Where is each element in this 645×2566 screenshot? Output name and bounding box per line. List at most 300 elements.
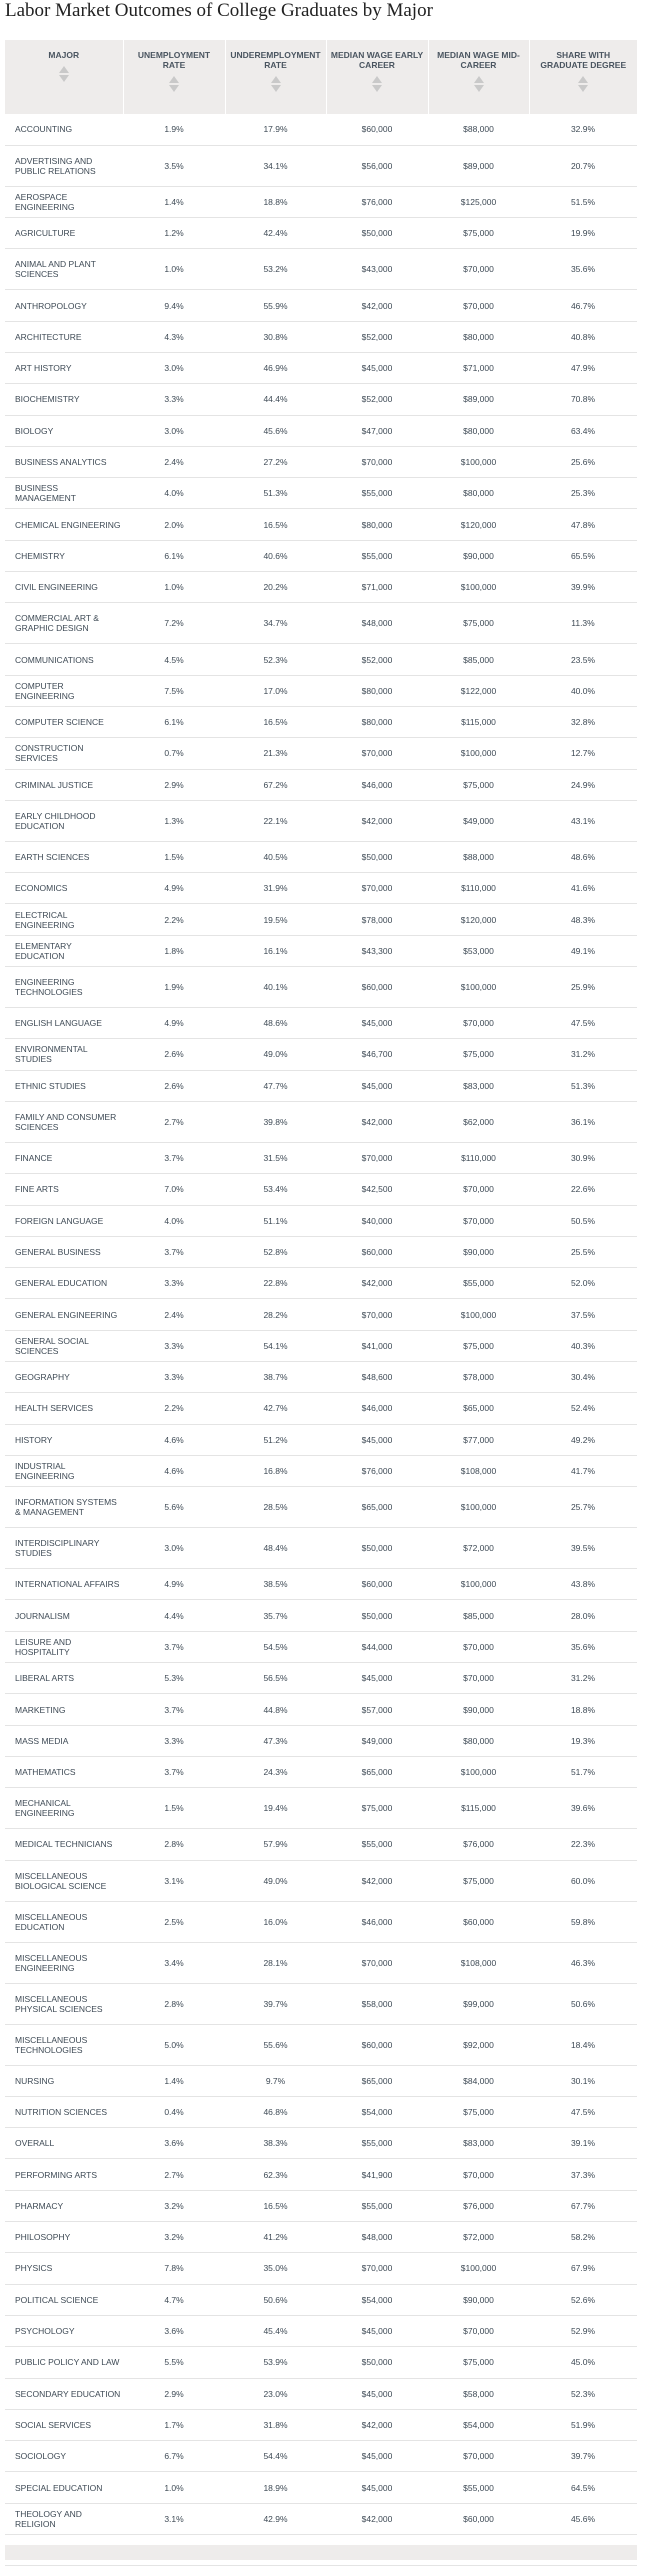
early-wage-cell: $55,000 xyxy=(361,488,393,499)
early-wage-cell: $80,000 xyxy=(361,685,393,696)
mid-wage-cell: $78,000 xyxy=(463,1372,494,1383)
major-cell: LEISURE AND HOSPITALITY xyxy=(15,1636,72,1657)
unemployment-cell: 4.9% xyxy=(164,1018,184,1029)
early-wage-cell: $71,000 xyxy=(361,582,393,593)
grad-share-cell: 19.3% xyxy=(570,1735,596,1746)
major-cell: MECHANICAL ENGINEERING xyxy=(15,1798,75,1819)
unemployment-cell: 4.9% xyxy=(164,1579,184,1590)
early-wage-cell: $52,000 xyxy=(361,394,393,405)
unemployment-cell: 1.3% xyxy=(164,815,184,826)
table-row xyxy=(5,738,637,769)
underemployment-cell: 19.5% xyxy=(263,914,288,925)
early-wage-cell: $50,000 xyxy=(361,1610,393,1621)
early-wage-cell: $60,000 xyxy=(361,124,393,135)
underemployment-cell: 22.8% xyxy=(263,1278,288,1289)
grad-share-cell: 64.5% xyxy=(570,2482,596,2493)
grad-share-cell: 12.7% xyxy=(570,748,596,759)
table-row xyxy=(5,1788,637,1829)
table-row xyxy=(5,1569,637,1600)
mid-wage-cell: $60,000 xyxy=(463,2513,494,2524)
mid-wage-cell: $100,000 xyxy=(460,2263,497,2274)
mid-wage-cell: $80,000 xyxy=(463,488,494,499)
mid-wage-cell: $85,000 xyxy=(463,1610,494,1621)
early-wage-cell: $42,000 xyxy=(361,2419,393,2430)
sort-arrows-icon[interactable] xyxy=(329,76,426,92)
early-wage-cell: $46,700 xyxy=(361,1049,393,1060)
column-header-label: MAJOR xyxy=(48,50,80,60)
major-cell: POLITICAL SCIENCE xyxy=(15,2294,99,2305)
table-row xyxy=(5,2024,637,2065)
unemployment-cell: 1.9% xyxy=(164,124,184,135)
major-cell: FAMILY AND CONSUMER SCIENCES xyxy=(15,1111,117,1132)
early-wage-cell: $44,000 xyxy=(361,1641,393,1652)
unemployment-cell: 3.6% xyxy=(164,2326,184,2337)
early-wage-cell: $70,000 xyxy=(361,883,393,894)
early-wage-cell: $58,000 xyxy=(361,1998,393,2009)
grad-share-cell: 50.5% xyxy=(570,1215,596,1226)
unemployment-cell: 1.0% xyxy=(164,264,184,275)
mid-wage-cell: $70,000 xyxy=(463,2169,494,2180)
table-row xyxy=(5,1236,637,1267)
major-cell: INDUSTRIAL ENGINEERING xyxy=(15,1461,75,1482)
table-row xyxy=(5,2253,637,2284)
major-cell: LIBERAL ARTS xyxy=(15,1673,75,1684)
mid-wage-cell: $80,000 xyxy=(463,1735,494,1746)
early-wage-cell: $70,000 xyxy=(361,1309,393,1320)
column-header-mid-wage[interactable] xyxy=(428,40,529,114)
table-row xyxy=(5,1174,637,1205)
underemployment-cell: 34.1% xyxy=(263,160,288,171)
grad-share-cell: 39.9% xyxy=(570,582,596,593)
underemployment-cell: 28.1% xyxy=(263,1957,288,1968)
underemployment-cell: 55.9% xyxy=(263,300,288,311)
column-header-unemployment[interactable] xyxy=(123,40,225,114)
major-cell: PERFORMING ARTS xyxy=(15,2169,98,2180)
table-row xyxy=(5,290,637,321)
underemployment-cell: 40.6% xyxy=(263,550,288,561)
table-row xyxy=(5,1142,637,1173)
unemployment-cell: 3.6% xyxy=(164,2138,184,2149)
major-cell: MISCELLANEOUS BIOLOGICAL SCIENCE xyxy=(15,1870,107,1891)
mid-wage-cell: $70,000 xyxy=(463,264,494,275)
table-row xyxy=(5,2159,637,2190)
table-row xyxy=(5,1070,637,1101)
underemployment-cell: 52.3% xyxy=(263,654,288,665)
early-wage-cell: $45,000 xyxy=(361,363,393,374)
mid-wage-cell: $122,000 xyxy=(460,685,497,696)
unemployment-cell: 1.0% xyxy=(164,2482,184,2493)
early-wage-cell: $46,000 xyxy=(361,1403,393,1414)
mid-wage-cell: $120,000 xyxy=(460,519,497,530)
early-wage-cell: $45,000 xyxy=(361,2451,393,2462)
grad-share-cell: 43.1% xyxy=(570,815,596,826)
grad-share-cell: 22.3% xyxy=(570,1839,596,1850)
underemployment-cell: 50.6% xyxy=(263,2294,288,2305)
major-cell: SECONDARY EDUCATION xyxy=(15,2388,121,2399)
grad-share-cell: 49.2% xyxy=(570,1434,596,1445)
unemployment-cell: 1.9% xyxy=(164,982,184,993)
underemployment-cell: 48.4% xyxy=(263,1543,288,1554)
underemployment-cell: 20.2% xyxy=(263,582,288,593)
table-row xyxy=(5,603,637,644)
table-header-row xyxy=(5,40,637,114)
grad-share-cell: 25.5% xyxy=(570,1246,596,1257)
unemployment-cell: 2.2% xyxy=(164,1403,184,1414)
mid-wage-cell: $100,000 xyxy=(460,1579,497,1590)
unemployment-cell: 3.3% xyxy=(164,1278,184,1289)
mid-wage-cell: $83,000 xyxy=(463,2138,494,2149)
unemployment-cell: 4.0% xyxy=(164,1215,184,1226)
major-cell: NURSING xyxy=(15,2075,55,2086)
underemployment-cell: 31.5% xyxy=(263,1153,288,1164)
grad-share-cell: 49.1% xyxy=(570,945,596,956)
unemployment-cell: 2.4% xyxy=(164,1309,184,1320)
early-wage-cell: $42,500 xyxy=(361,1184,393,1195)
table-row xyxy=(5,2128,637,2159)
major-cell: COMMUNICATIONS xyxy=(15,654,94,665)
early-wage-cell: $54,000 xyxy=(361,2107,393,2117)
outcomes-table xyxy=(5,40,637,2566)
major-cell: GENERAL SOCIAL SCIENCES xyxy=(15,1335,89,1356)
unemployment-cell: 2.7% xyxy=(164,2169,184,2180)
early-wage-cell: $76,000 xyxy=(361,196,393,207)
unemployment-cell: 1.5% xyxy=(164,1803,184,1814)
major-cell: INFORMATION SYSTEMS & MANAGEMENT xyxy=(15,1497,117,1518)
unemployment-cell: 3.7% xyxy=(164,1767,184,1778)
column-header-label: MEDIAN WAGE EARLY CAREER xyxy=(330,50,424,70)
mid-wage-cell: $76,000 xyxy=(463,2200,494,2211)
underemployment-cell: 40.5% xyxy=(263,851,288,862)
early-wage-cell: $56,000 xyxy=(361,160,393,171)
underemployment-cell: 18.9% xyxy=(263,2482,288,2493)
table-row xyxy=(5,1756,637,1787)
major-cell: SOCIOLOGY xyxy=(15,2451,67,2462)
grad-share-cell: 32.9% xyxy=(570,124,596,135)
major-cell: BUSINESS MANAGEMENT xyxy=(15,483,76,504)
unemployment-cell: 4.9% xyxy=(164,883,184,894)
table-row xyxy=(5,706,637,737)
major-cell: PHILOSOPHY xyxy=(15,2232,71,2243)
grad-share-cell: 30.4% xyxy=(570,1372,596,1383)
unemployment-cell: 6.1% xyxy=(164,550,184,561)
early-wage-cell: $40,000 xyxy=(361,1215,393,1226)
underemployment-cell: 16.5% xyxy=(263,519,288,530)
unemployment-cell: 7.8% xyxy=(164,2263,184,2274)
grad-share-cell: 30.9% xyxy=(570,1153,596,1164)
major-cell: ENGINEERING TECHNOLOGIES xyxy=(15,977,83,998)
underemployment-cell: 16.5% xyxy=(263,2200,288,2211)
grad-share-cell: 30.1% xyxy=(570,2075,596,2086)
mid-wage-cell: $80,000 xyxy=(463,331,494,342)
underemployment-cell: 44.4% xyxy=(263,394,288,405)
table-row xyxy=(5,572,637,603)
unemployment-cell: 9.4% xyxy=(164,300,184,311)
unemployment-cell: 2.0% xyxy=(164,519,184,530)
major-cell: BIOCHEMISTRY xyxy=(15,394,80,405)
mid-wage-cell: $70,000 xyxy=(463,2326,494,2337)
unemployment-cell: 1.2% xyxy=(164,228,184,239)
early-wage-cell: $45,000 xyxy=(361,1673,393,1684)
unemployment-cell: 2.8% xyxy=(164,1839,184,1850)
major-cell: HISTORY xyxy=(15,1434,53,1445)
underemployment-cell: 67.2% xyxy=(263,779,288,790)
mid-wage-cell: $71,000 xyxy=(463,363,494,374)
grad-share-cell: 65.5% xyxy=(570,550,596,561)
early-wage-cell: $42,000 xyxy=(361,1116,393,1127)
grad-share-cell: 35.6% xyxy=(570,264,596,275)
early-wage-cell: $42,000 xyxy=(361,1875,393,1886)
underemployment-cell: 53.4% xyxy=(263,1184,288,1195)
early-wage-cell: $70,000 xyxy=(361,457,393,468)
early-wage-cell: $50,000 xyxy=(361,851,393,862)
major-cell: GEOGRAPHY xyxy=(15,1372,70,1383)
table-row xyxy=(5,1299,637,1330)
table-row xyxy=(5,1663,637,1694)
unemployment-cell: 0.7% xyxy=(164,748,184,759)
mid-wage-cell: $88,000 xyxy=(463,124,494,135)
underemployment-cell: 55.6% xyxy=(263,2039,288,2050)
major-cell: MISCELLANEOUS EDUCATION xyxy=(15,1911,88,1932)
early-wage-cell: $60,000 xyxy=(361,1246,393,1257)
grad-share-cell: 35.6% xyxy=(570,1641,596,1652)
major-cell: PSYCHOLOGY xyxy=(15,2326,75,2337)
mid-wage-cell: $62,000 xyxy=(463,1116,494,1127)
underemployment-cell: 34.7% xyxy=(263,618,288,629)
table-row xyxy=(5,873,637,904)
early-wage-cell: $45,000 xyxy=(361,1080,393,1091)
major-cell: ACCOUNTING xyxy=(15,124,73,135)
early-wage-cell: $78,000 xyxy=(361,914,393,925)
early-wage-cell: $76,000 xyxy=(361,1466,393,1477)
column-header-label: UNEMPLOYMENT RATE xyxy=(137,50,211,70)
underemployment-cell: 54.4% xyxy=(263,2451,288,2462)
major-cell: ELEMENTARY EDUCATION xyxy=(15,940,72,961)
underemployment-cell: 45.4% xyxy=(263,2326,288,2337)
table-row xyxy=(5,540,637,571)
major-cell: FOREIGN LANGUAGE xyxy=(15,1215,104,1226)
unemployment-cell: 3.7% xyxy=(164,1641,184,1652)
column-header-grad-share[interactable] xyxy=(529,40,637,114)
table-row xyxy=(5,218,637,249)
table-row xyxy=(5,1101,637,1142)
mid-wage-cell: $100,000 xyxy=(460,457,497,468)
sort-arrows-icon[interactable] xyxy=(7,66,121,82)
unemployment-cell: 4.6% xyxy=(164,1434,184,1445)
major-cell: EARLY CHILDHOOD EDUCATION xyxy=(15,810,96,831)
grad-share-cell: 11.3% xyxy=(571,618,595,629)
sort-arrows-icon[interactable] xyxy=(532,76,636,92)
table-row xyxy=(5,1725,637,1756)
mid-wage-cell: $77,000 xyxy=(463,1434,494,1445)
underemployment-cell: 47.7% xyxy=(263,1080,288,1091)
grad-share-cell: 51.3% xyxy=(570,1080,596,1091)
underemployment-cell: 48.6% xyxy=(263,1018,288,1029)
table-row xyxy=(5,1330,637,1361)
column-header-underemployment[interactable] xyxy=(225,40,326,114)
mid-wage-cell: $65,000 xyxy=(463,1403,494,1414)
major-cell: MARKETING xyxy=(15,1704,66,1715)
column-header-early-wage[interactable] xyxy=(326,40,428,114)
underemployment-cell: 39.7% xyxy=(263,1998,288,2009)
underemployment-cell: 40.1% xyxy=(263,982,288,993)
table-row xyxy=(5,2065,637,2096)
early-wage-cell: $43,300 xyxy=(361,945,393,956)
grad-share-cell: 47.5% xyxy=(570,2107,596,2117)
early-wage-cell: $46,000 xyxy=(361,1916,393,1927)
major-cell: GENERAL EDUCATION xyxy=(15,1278,108,1289)
column-header-major[interactable] xyxy=(5,40,123,114)
underemployment-cell: 27.2% xyxy=(263,457,288,468)
grad-share-cell: 52.9% xyxy=(570,2326,596,2337)
unemployment-cell: 1.5% xyxy=(164,851,184,862)
table-row xyxy=(5,769,637,800)
mid-wage-cell: $108,000 xyxy=(460,1957,497,1968)
underemployment-cell: 38.3% xyxy=(263,2138,288,2149)
early-wage-cell: $80,000 xyxy=(361,717,393,728)
unemployment-cell: 2.2% xyxy=(164,914,184,925)
grad-share-cell: 52.6% xyxy=(570,2294,596,2305)
mid-wage-cell: $70,000 xyxy=(463,2451,494,2462)
grad-share-cell: 46.3% xyxy=(570,1957,596,1968)
early-wage-cell: $48,600 xyxy=(361,1372,393,1383)
early-wage-cell: $52,000 xyxy=(361,654,393,665)
early-wage-cell: $45,000 xyxy=(361,1018,393,1029)
major-cell: AEROSPACE ENGINEERING xyxy=(15,191,75,212)
unemployment-cell: 3.7% xyxy=(164,1153,184,1164)
underemployment-cell: 42.4% xyxy=(263,228,288,239)
underemployment-cell: 46.9% xyxy=(263,363,288,374)
early-wage-cell: $65,000 xyxy=(361,1767,393,1778)
sort-arrows-icon[interactable] xyxy=(228,76,324,92)
mid-wage-cell: $100,000 xyxy=(460,1502,497,1513)
major-cell: ARCHITECTURE xyxy=(15,331,82,342)
underemployment-cell: 16.1% xyxy=(263,945,288,956)
underemployment-cell: 16.0% xyxy=(263,1916,288,1927)
sort-arrows-icon[interactable] xyxy=(431,76,527,92)
mid-wage-cell: $89,000 xyxy=(463,160,494,171)
unemployment-cell: 6.1% xyxy=(164,717,184,728)
early-wage-cell: $42,000 xyxy=(361,1278,393,1289)
early-wage-cell: $46,000 xyxy=(361,779,393,790)
grad-share-cell: 18.8% xyxy=(570,1704,596,1715)
table-row xyxy=(5,446,637,477)
underemployment-cell: 31.8% xyxy=(263,2419,288,2430)
mid-wage-cell: $115,000 xyxy=(461,717,496,728)
underemployment-cell: 53.9% xyxy=(263,2357,288,2368)
underemployment-cell: 22.1% xyxy=(263,815,288,826)
early-wage-cell: $41,900 xyxy=(361,2169,393,2180)
major-cell: COMPUTER ENGINEERING xyxy=(15,680,75,701)
major-cell: THEOLOGY AND RELIGION xyxy=(15,2508,82,2529)
major-cell: FINANCE xyxy=(15,1153,53,1164)
table-row xyxy=(5,478,637,509)
grad-share-cell: 40.3% xyxy=(570,1340,596,1351)
major-cell: ADVERTISING AND PUBLIC RELATIONS xyxy=(15,155,96,176)
underemployment-cell: 31.9% xyxy=(263,883,288,894)
early-wage-cell: $50,000 xyxy=(361,1543,393,1554)
major-cell: INTERNATIONAL AFFAIRS xyxy=(15,1579,120,1590)
table-row xyxy=(5,249,637,290)
underemployment-cell: 39.8% xyxy=(263,1116,288,1127)
grad-share-cell: 25.7% xyxy=(570,1502,596,1513)
mid-wage-cell: $92,000 xyxy=(463,2039,494,2050)
mid-wage-cell: $72,000 xyxy=(463,2232,494,2243)
unemployment-cell: 2.6% xyxy=(164,1080,184,1091)
table-row xyxy=(5,1455,637,1486)
mid-wage-cell: $75,000 xyxy=(463,228,494,239)
grad-share-cell: 37.5% xyxy=(570,1309,596,1320)
early-wage-cell: $60,000 xyxy=(361,982,393,993)
major-cell: CONSTRUCTION SERVICES xyxy=(15,743,84,764)
mid-wage-cell: $53,000 xyxy=(463,945,494,956)
table-row xyxy=(5,1860,637,1901)
grad-share-cell: 52.0% xyxy=(570,1278,596,1289)
table-row xyxy=(5,1694,637,1725)
grad-share-cell: 31.2% xyxy=(570,1049,596,1060)
early-wage-cell: $70,000 xyxy=(361,1957,393,1968)
early-wage-cell: $42,000 xyxy=(361,300,393,311)
underemployment-cell: 19.4% xyxy=(263,1803,288,1814)
grad-share-cell: 39.1% xyxy=(570,2138,596,2149)
mid-wage-cell: $100,000 xyxy=(460,582,497,593)
sort-arrows-icon[interactable] xyxy=(126,76,223,92)
major-cell: ETHNIC STUDIES xyxy=(15,1080,86,1091)
mid-wage-cell: $90,000 xyxy=(463,1246,494,1257)
mid-wage-cell: $99,000 xyxy=(463,1998,494,2009)
grad-share-cell: 31.2% xyxy=(570,1673,596,1684)
grad-share-cell: 50.6% xyxy=(570,1998,596,2009)
table-row xyxy=(5,114,637,145)
early-wage-cell: $45,000 xyxy=(361,2482,393,2493)
major-cell: CRIMINAL JUSTICE xyxy=(15,779,94,790)
mid-wage-cell: $75,000 xyxy=(463,2107,494,2117)
table-row xyxy=(5,1487,637,1528)
table-row xyxy=(5,1424,637,1455)
grad-share-cell: 48.6% xyxy=(570,851,596,862)
early-wage-cell: $60,000 xyxy=(361,1579,393,1590)
underemployment-cell: 38.7% xyxy=(263,1372,288,1383)
unemployment-cell: 3.2% xyxy=(164,2232,184,2243)
mid-wage-cell: $108,000 xyxy=(460,1466,497,1477)
unemployment-cell: 1.4% xyxy=(164,2075,184,2086)
grad-share-cell: 47.8% xyxy=(570,519,596,530)
underemployment-cell: 23.0% xyxy=(263,2388,288,2399)
early-wage-cell: $45,000 xyxy=(361,2388,393,2399)
table-body xyxy=(5,114,637,2566)
underemployment-cell: 54.5% xyxy=(263,1641,288,1652)
table-row xyxy=(5,1039,637,1070)
grad-share-cell: 20.7% xyxy=(570,160,596,171)
unemployment-cell: 3.0% xyxy=(164,1543,184,1554)
early-wage-cell: $42,000 xyxy=(361,815,393,826)
early-wage-cell: $43,000 xyxy=(361,264,393,275)
table-row xyxy=(5,1008,637,1039)
page-title: Labor Market Outcomes of College Graduates by Major xyxy=(5,0,433,21)
grad-share-cell: 25.3% xyxy=(570,488,596,499)
underemployment-cell: 24.3% xyxy=(263,1767,288,1778)
mid-wage-cell: $110,000 xyxy=(461,1153,496,1164)
underemployment-cell: 51.2% xyxy=(263,1434,288,1445)
table-row xyxy=(5,644,637,675)
unemployment-cell: 3.0% xyxy=(164,425,184,436)
table-row xyxy=(5,145,637,186)
table-row xyxy=(5,1600,637,1631)
unemployment-cell: 7.5% xyxy=(164,685,184,696)
underemployment-cell: 16.8% xyxy=(263,1466,288,1477)
underemployment-cell: 46.8% xyxy=(263,2107,288,2117)
major-cell: ELECTRICAL ENGINEERING xyxy=(15,909,75,930)
major-cell: COMMERCIAL ART & GRAPHIC DESIGN xyxy=(15,613,99,634)
